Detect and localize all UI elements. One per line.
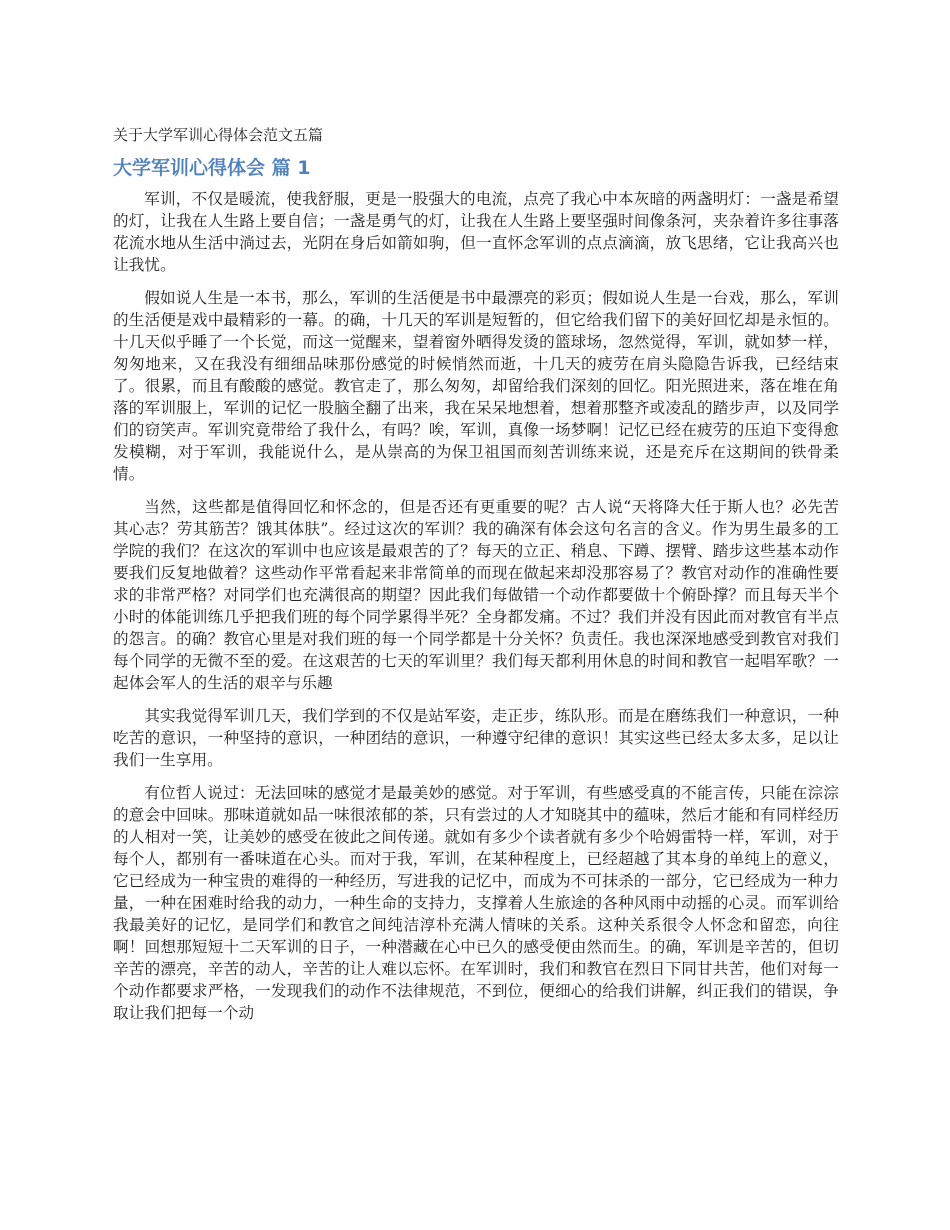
section-heading: 大学军训心得体会 篇 1 bbox=[113, 157, 311, 179]
document-page bbox=[113, 122, 839, 1035]
body-paragraph: 假如说人生是一本书，那么，军训的生活便是书中最漂亮的彩页；假如说人生是一台戏，那么，军训的生活便是戏中最精彩的一幕。的确，十几天的军训是短暂的，但它给我们留下的美好回忆却是永恒的。十几天似乎睡了一个长觉，而这一觉醒来，望着窗外晒得发烫的篮球场，忽然觉得，军训，就如梦一样，匆匆地来，又在我没有细细品味那份感觉的时候悄然而逝，十几天的疲劳在肩头隐隐告诉我，已经结束了。很累，而且有酸酸的感觉。教官走了，那么匆匆，却留给我们深刻的回忆。阳光照进来，落在堆在角落的军训服上，军训的记忆一股脑全翻了出来，我在呆呆地想着，想着那整齐或凌乱的踏步声，以及同学们的窃笑声。军训究竟带给了我什么，有吗？唉，军训，真像一场梦啊！记忆已经在疲劳的压迫下变得愈发模糊，对于军训，我能说什么，是从崇高的为保卫祖国而刻苦训练来说，还是充斥在这期间的铁骨柔情。 bbox=[113, 289, 839, 483]
body-paragraph: 其实我觉得军训几天，我们学到的不仅是站军姿，走正步，练队形。而是在磨练我们一种意识，一种吃苦的意识，一种坚持的意识，一种团结的意识，一种遵守纪律的意识！其实这些已经太多太多，足以让我们一生享用。 bbox=[113, 707, 839, 769]
body-paragraph: 有位哲人说过：无法回味的感觉才是最美妙的感觉。对于军训，有些感受真的不能言传，只能在淙淙的意会中回味。那味道就如品一味很浓郁的茶，只有尝过的人才知晓其中的蕴味，然后才能和有同样经历的人相对一笑，让美妙的感受在彼此之间传递。就如有多少个读者就有多少个哈姆雷特一样，军训，对于每个人，都别有一番味道在心头。而对于我，军训，在某种程度上，已经超越了其本身的单纯上的意义，它已经成为一种宝贵的难得的一种经历，写进我的记忆中，而成为不可抹杀的一部分，它已经成为一种力量，一种在困难时给我的动力，一种生命的支持力，支撑着人生旅途的各种风雨中动摇的心灵。而军训给我最美好的记忆，是同学们和教官之间纯洁淳朴充满人情味的关系。这种关系很令人怀念和留恋，向往啊！回想那短短十二天军训的日子，一种潜藏在心中已久的感受便由然而生。的确，军训是辛苦的，但切辛苦的漂亮，辛苦的动人，辛苦的让人难以忘怀。在军训时，我们和教官在烈日下同甘共苦，他们对每一个动作都要求严格，一发现我们的动作不法律规范，不到位，便细心的给我们讲解，纠正我们的错误，争取让我们把每一个动 bbox=[113, 784, 839, 1022]
body-paragraph: 军训，不仅是暖流，使我舒服，更是一股强大的电流，点亮了我心中本灰暗的两盏明灯：一盏是希望的灯，让我在人生路上要自信；一盏是勇气的灯，让我在人生路上要坚强时间像条河，夹杂着许多往事落花流水地从生活中淌过去，光阴在身后如箭如驹，但一直怀念军训的点点滴滴，放飞思绪，它让我高兴也让我忧。 bbox=[113, 190, 839, 274]
body-paragraph: 当然，这些都是值得回忆和怀念的，但是否还有更重要的呢？古人说“天将降大任于斯人也？必先苦其心志？劳其筋苦？饿其体肤”。经过这次的军训？我的确深有体会这句名言的含义。作为男生最多的工学院的我们？在这次的军训中也应该是最艰苦的了？每天的立正、稍息、下蹲、摆臂、踏步这些基本动作要我们反复地做着？这些动作平常看起来非常简单的而现在做起来却没那容易了？教官对动作的准确性要求的非常严格？对同学们也充满很高的期望？因此我们每做错一个动作都要做十个俯卧撑？而且每天半个小时的体能训练几乎把我们班的每个同学累得半死？全身都发痛。不过？我们并没有因此而对教官有半点的怨言。的确？教官心里是对我们班的每一个同学都是十分关怀？负责任。我也深深地感受到教官对我们每个同学的无微不至的爱。在这艰苦的七天的军训里？我们每天都利用休息的时间和教官一起唱军歌？一起体会军人的生活的艰辛与乐趣 bbox=[113, 498, 839, 692]
document-title: 关于大学军训心得体会范文五篇 bbox=[113, 126, 324, 144]
